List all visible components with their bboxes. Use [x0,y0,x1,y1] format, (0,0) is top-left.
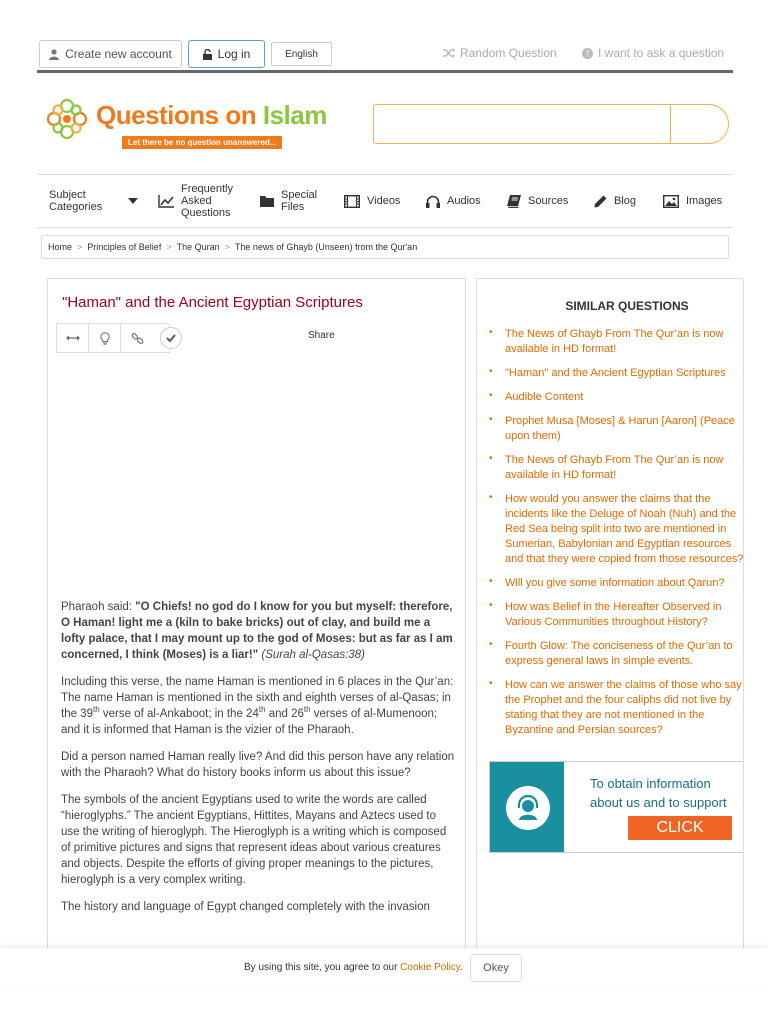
verse-reference: (Surah al-Qasas:38) [261,649,365,661]
trend-chart-icon [158,195,174,208]
nav-videos[interactable] [344,175,400,227]
similar-questions-title: SIMILAR QUESTIONS [565,299,689,313]
cookie-policy-link[interactable]: Cookie Policy [400,962,461,973]
headphones-icon [426,195,440,208]
nav-blog[interactable] [594,175,636,227]
film-icon [344,195,360,208]
breadcrumb-current: The news of Ghayb (Unseen) from the Qur'an [234,242,418,252]
ordinal-suffix: th [303,705,311,715]
share-button[interactable]: Share [308,330,335,341]
nav-subject-categories-label: Subject Categories [49,189,103,213]
nav-subject-categories[interactable] [49,175,138,227]
folder-icon [260,195,274,207]
text-run: Including this verse, the name Haman is mentioned in 6 places in the Qur’an: The name Haman is mentioned in the sixth and eighth verses of al-Qasas; in the 39 [61,676,454,720]
similar-questions-panel [476,278,744,968]
ask-question-link[interactable] [582,46,724,60]
similar-question-link[interactable]: • The News of Ghayb From The Qur’an is now available in HD format! [489,453,744,483]
check-icon [166,334,176,342]
nav-blog-label: Blog [614,195,637,207]
similar-question-link[interactable]: • Will you give some information about Qarun? [489,576,744,591]
banner-click-button[interactable]: CLICK [628,816,732,840]
arrows-horizontal-icon [66,334,80,342]
top-divider [37,70,733,73]
logo-title [96,100,327,131]
article-title: "Haman" and the Ancient Egyptian Scriptures [62,294,363,311]
user-icon [49,49,59,60]
ordinal-suffix: th [258,705,266,715]
breadcrumb-principles-of-belief[interactable]: Principles of Belief [87,242,162,252]
cookie-bar [0,948,768,990]
language-select[interactable] [271,42,332,66]
article-paragraph [61,674,456,738]
shuffle-icon [443,48,455,58]
caret-down-icon [128,198,138,204]
article-paragraph: The history and language of Egypt changed completely with the invasion [61,901,430,913]
similar-question-link[interactable]: • How can we answer the claims of those who say the Prophet and the four caliphs did not live by stating that they are not mentioned in the Byzantine and Persian sources? [489,678,744,738]
ask-question-label: I want to ask a question [598,46,725,60]
copy-link-button[interactable] [121,324,153,352]
svg-text:?: ? [585,49,590,58]
random-question-label: Random Question [460,46,557,60]
nav-images[interactable] [663,175,722,227]
nav-special-files-label: Special Files [281,189,318,213]
article-paragraph: Did a person named Haman really live? And did this person have any relation with the Pharaoh? What do history books inform us about this issue? [61,751,455,779]
breadcrumb-the-quran[interactable]: The Quran [176,242,220,252]
quote-intro: Pharaoh said: [61,601,136,613]
similar-question-link[interactable]: • Audible Content [489,390,744,405]
similar-questions-list [489,327,744,747]
support-agent-icon [513,793,543,823]
article-panel [47,278,466,958]
cookie-accept-button[interactable]: Okey [470,954,522,982]
similar-question-link[interactable]: • "Haman" and the Ancient Egyptian Scriptures [489,366,744,381]
question-circle-icon [582,48,593,59]
ordinal-suffix: th [92,705,100,715]
floral-logo-icon [44,96,90,142]
article-paragraph: The symbols of the ancient Egyptians used to write the words are called “hieroglyphs.” The ancient Egyptians, Hittites, Mayans and Aztecs used to use the writing of hieroglyph. The Hieroglyph is a writing which is composed of primitive pictures and signs that represent ideas about various creatures and objects. Despite the efforts of giving proper meanings to the pictures, hieroglyph is a very complex writing. [61,794,447,886]
text-run: verses of al-Mumenoon; and it is informed that Haman is the vizier of the Pharaoh. [61,708,438,736]
logo-title-part1: Questions on [96,100,263,130]
nav-sources-label: Sources [528,195,569,207]
text-run: verse of al-Ankaboot; in the 24 [99,708,259,720]
breadcrumb-home[interactable]: Home [48,242,73,252]
nav-videos-label: Videos [367,195,401,207]
support-banner[interactable] [489,761,744,853]
nav-special-files[interactable] [260,175,321,227]
article-toolbox [56,323,170,353]
nav-sources[interactable] [507,175,568,227]
similar-question-link[interactable]: • How was Belief in the Hereafter Observed in Various Communities throughout History? [489,600,744,630]
nav-images-label: Images [686,195,723,207]
banner-text [590,774,727,812]
breadcrumb-separator-icon: > [224,242,230,252]
similar-question-link[interactable]: • How would you answer the claims that the incidents like the Deluge of Noah (Nuh) and the Red Sea being split into two are mentioned in Sumerian, Babylonian and Egyptian resources and that they were copied from those resources? [489,492,744,567]
breadcrumb-separator-icon: > [77,242,83,252]
unlock-icon [203,49,212,60]
breadcrumb [41,235,729,259]
create-account-label: Create new account [65,47,172,61]
link-icon [131,332,144,345]
cookie-message: By using this site, you agree to our [244,962,401,973]
main-nav [37,174,733,228]
book-icon [507,195,521,208]
nav-faq[interactable] [158,175,241,227]
cookie-text [244,962,463,973]
similar-question-link[interactable]: • Fourth Glow: The conciseness of the Qur’an to express general laws in simple events. [489,639,744,669]
pencil-icon [594,195,607,208]
language-label: English [285,48,318,60]
cookie-period: . [460,962,463,973]
article-paragraph [61,599,456,663]
similar-question-link[interactable]: • Prophet Musa [Moses] & Harun [Aaron] (Peace upon them) [489,414,744,444]
logo-title-part2: Islam [262,100,327,130]
site-logo[interactable] [44,94,334,150]
banner-circle [506,786,550,830]
similar-question-link[interactable]: • The News of Ghayb From The Qur’an is now available in HD format! [489,327,744,357]
nav-audios[interactable] [426,175,481,227]
banner-line2: about us and to support [590,795,727,810]
banner-line1: To obtain information [590,776,711,791]
random-question-link[interactable] [443,46,557,60]
nav-faq-label: Frequently Asked Questions [181,183,233,219]
create-account-button[interactable] [39,40,182,68]
text-run: and 26 [265,708,304,720]
top-bar [0,0,768,72]
search-button[interactable] [671,105,728,143]
toggle-width-button[interactable] [57,324,89,352]
lightbulb-icon [100,332,110,345]
verse-quote: "O Chiefs! no god do I know for you but myself: therefore, O Haman! light me a (kiln to bake bricks) out of clay, and build me a lofty palace, that I may mount up to the god of Moses: but as far as I am concerned, I think (Moses) is a liar!" [61,601,453,661]
search-box [373,104,729,144]
image-icon [663,195,679,208]
mark-read-button[interactable] [160,327,182,349]
login-label: Log in [217,47,251,61]
nav-audios-label: Audios [447,195,481,207]
logo-tagline: Let there be no question unanswered... [122,136,282,149]
breadcrumb-separator-icon: > [166,242,172,252]
search-input[interactable] [374,105,671,143]
tip-button[interactable] [89,324,121,352]
article-body [61,599,456,926]
banner-icon-panel [490,762,564,853]
login-button[interactable] [188,40,265,68]
